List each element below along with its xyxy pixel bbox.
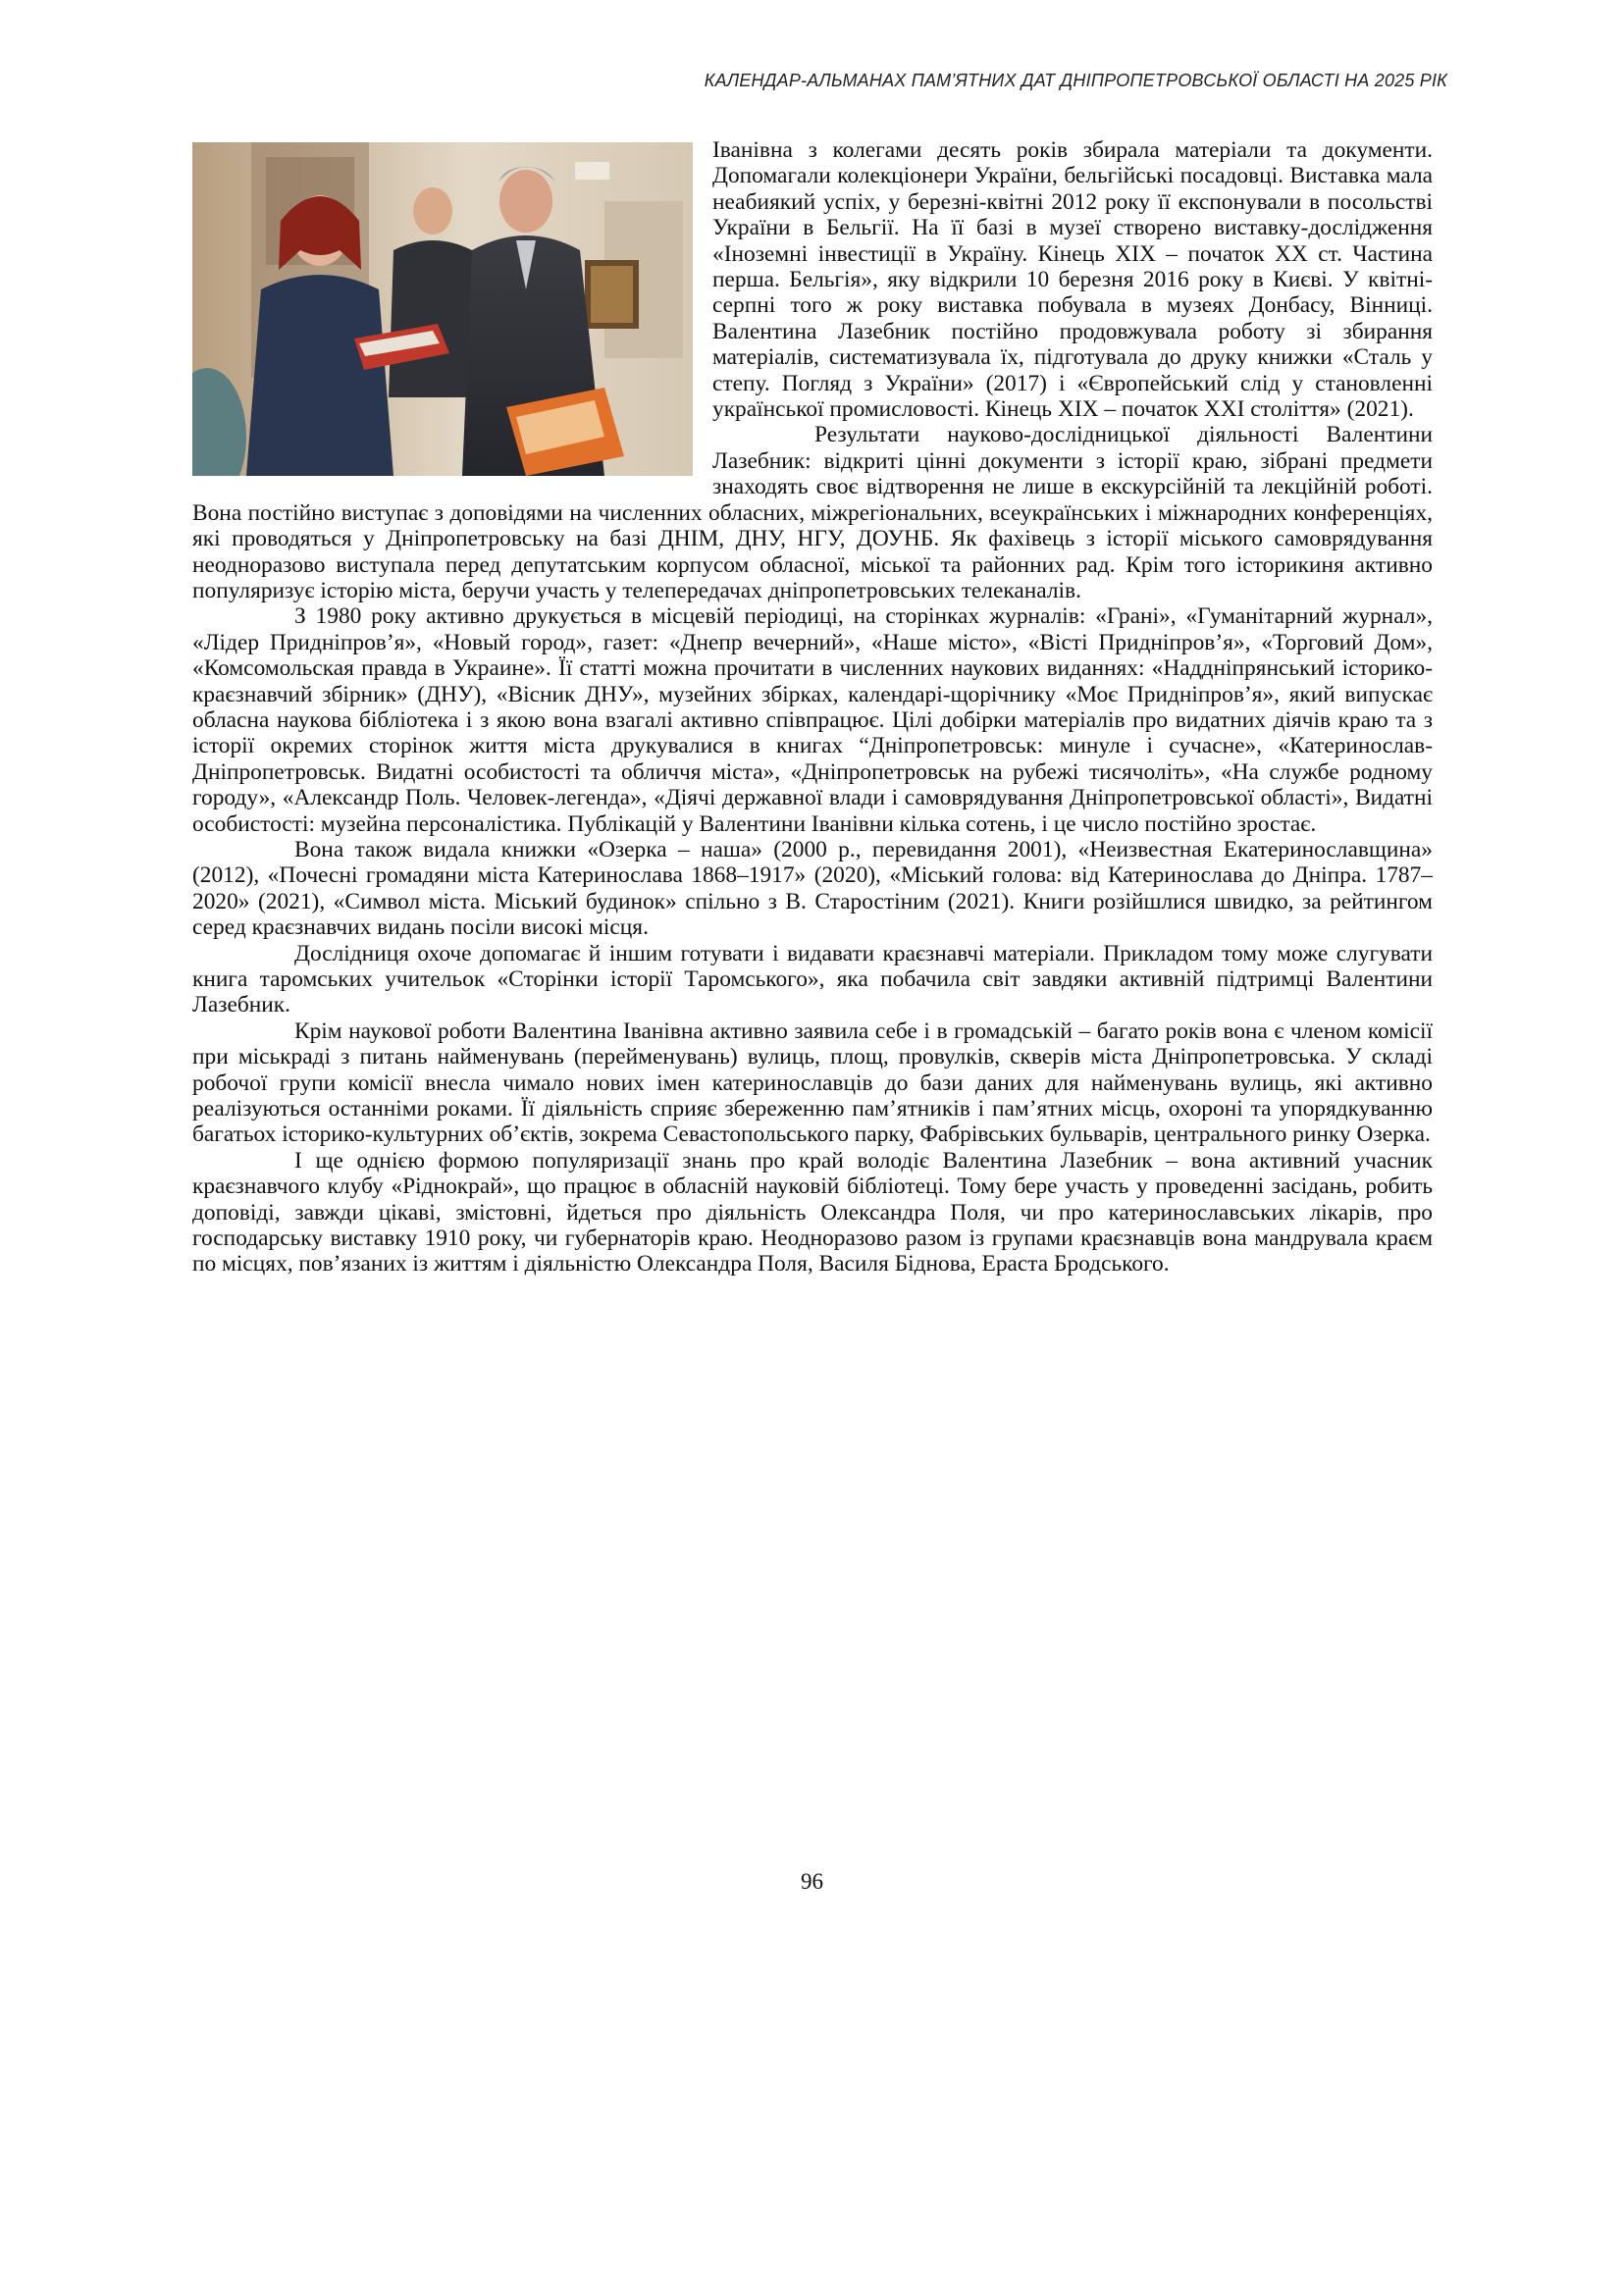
paragraph-3: З 1980 року активно друкується в місцевій періодиці, на сторінках журналів: «Грані», «Гуманітарний журнал», «Лідер Придніпров’я», «Новый город», газет: «Днепр вечерний», «Наше місто», «Вісті Придніпров’я», «Торговий Дом», «Комсомольская правда в Украине». Її статті можна прочитати в численних наукових виданнях: «Наддніпрянський історико-краєзнавчий збірник» (ДНУ), «Вісник ДНУ», музейних збірках, календарі-щорічнику «Моє Придніпров’я», який випускає обласна наукова бібліотека і з якою вона взагалі активно співпрацює. Цілі добірки матеріалів про видатних діячів краю та з історії окремих сторінок життя міста друкувалися в книгах “Дніпропетровськ: минуле і сучасне», «Катеринослав-Дніпропетровськ. Видатні особистості та обличчя міста», «Дніпропетровськ на рубежі тисячоліть», «На службе родному городу», «Александр Поль. Человек-легенда», «Діячі державної влади і самоврядування Дніпропетровської області», Видатні особистості: музейна персоналістика. Публікацій у Валентини Іванівни кілька сотень, і це число постійно зростає. <box>192 603 1433 837</box>
photo-of-people-at-exhibition-icon <box>192 142 693 476</box>
paragraph-5: Дослідниця охоче допомагає й іншим готувати і видавати краєзнавчі матеріали. Прикладом тому може слугувати книга таромських учительок «Сторінки історії Таромського», яка побачила світ завдяки активній підтримці Валентини Лазебник. <box>192 940 1433 1018</box>
article-body <box>192 137 1433 1278</box>
paragraph-6: Крім наукової роботи Валентина Іванівна активно заявила себе і в громадській – багато років вона є членом комісії при міськраді з питань найменувань (перейменувань) вулиць, площ, провулків, скверів міста Дніпропетровська. У складі робочої групи комісії внесла чимало нових імен катеринославців до бази даних для найменувань вулиць, які активно реалізуються останніми роками. Її діяльність сприяє збереженню пам’ятників і пам’ятних місць, охороні та упорядкуванню багатьох історико-культурних об’єктів, зокрема Севастопольського парку, Фабрівських бульварів, центрального ринку Озерка. <box>192 1017 1433 1148</box>
running-header: КАЛЕНДАР-АЛЬМАНАХ ПАМ’ЯТНИХ ДАТ ДНІПРОПЕТРОВСЬКОЇ ОБЛАСТІ НА 2025 РІК <box>704 71 1447 90</box>
paragraph-2: Результати науково-дослідницької діяльності Валентини Лазебник: відкриті цінні документи з історії краю, зібрані предмети знаходять своє відтворення не лише в екскурсійній та лекційній роботі. Вона постійно виступає з доповідями на численних обласних, міжрегіональних, всеукраїнських і міжнародних конференціях, які проводяться у Дніпропетровську на базі ДНІМ, ДНУ, НГУ, ДОУНБ. Як фахівець з історії міського самоврядування неодноразово виступала перед депутатським корпусом обласної, міської та районних рад. Крім того історикиня активно популяризує історію міста, беручи участь у телепередачах дніпропетровських телеканалів. <box>192 422 1433 603</box>
paragraph-1: Іванівна з колегами десять років збирала матеріали та документи. Допомагали колекціонери України, бельгійські посадовці. Виставка мала неабиякий успіх, у березні-квітні 2012 року її експонували в посольстві України в Бельгії. На її базі в музеї створено виставку-дослідження «Іноземні інвестиції в Україну. Кінець XIX – початок XX ст. Частина перша. Бельгія», яку відкрили 10 березня 2016 року в Києві. У квітні-серпні того ж року виставка побувала в музеях Донбасу, Вінниці. Валентина Лазебник постійно продовжувала роботу зі збирання матеріалів, систематизувала їх, підготувала до друку книжки «Сталь у степу. Погляд з України» (2017) і «Європейський слід у становленні української промисловості. Кінець XIX – початок XXI століття» (2021). <box>712 137 1433 423</box>
paragraph-7: І ще однією формою популяризації знань про край володіє Валентина Лазебник – вона активний учасник краєзнавчого клубу «Ріднокрай», що працює в обласній науковій бібліотеці. Тому бере участь у проведенні засідань, робить доповіді, завжди цікаві, змістовні, йдеться про діяльність Олександра Поля, чи про катеринославських лікарів, про господарську виставку 1910 року, чи губернаторів краю. Неодноразово разом із групами краєзнавців вона мандрувала краєм по місцях, пов’язаних із життям і діяльністю Олександра Поля, Василя Біднова, Ераста Бродського. <box>192 1147 1433 1278</box>
page-number: 96 <box>801 1869 823 1894</box>
paragraph-4: Вона також видала книжки «Озерка – наша» (2000 р., перевидання 2001), «Неизвестная Екатеринославщина» (2012), «Почесні громадяни міста Катеринослава 1868–1917» (2020), «Міський голова: від Катеринослава до Дніпра. 1787–2020» (2021), «Символ міста. Міський будинок» спільно з В. Старостіним (2021). Книги розійшлися швидко, за рейтингом серед краєзнавчих видань посіли високі місця. <box>192 836 1433 941</box>
